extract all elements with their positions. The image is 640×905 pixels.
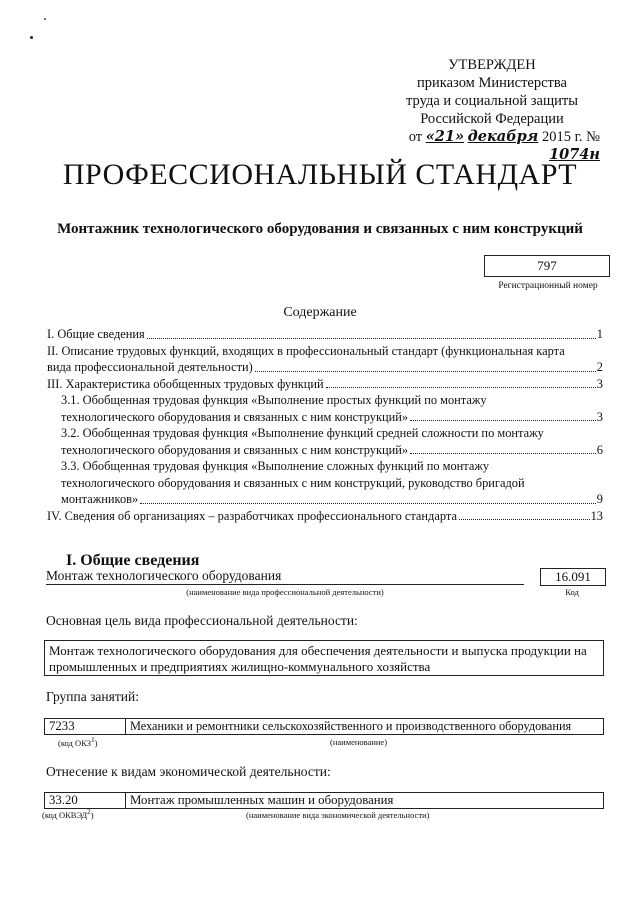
activity-name-field: Монтаж технологического оборудования bbox=[46, 568, 524, 585]
registration-number-label: Регистрационный номер bbox=[498, 281, 598, 291]
toc-page: 6 bbox=[596, 442, 603, 457]
approval-block bbox=[372, 56, 612, 164]
toc-entry[interactable]: 3.1. Обобщенная трудовая функция «Выполнение простых функций по монтажу технологического оборудования и связанных с ним конструкций» 3 bbox=[61, 393, 603, 424]
activity-name-caption: (наименование вида профессиональной деятельности) bbox=[186, 587, 384, 597]
registration-number-box: 797 bbox=[484, 255, 610, 277]
document-title: ПРОФЕССИОНАЛЬНЫЙ СТАНДАРТ bbox=[62, 158, 578, 191]
toc-entry[interactable]: III. Характеристика обобщенных трудовых функций 3 bbox=[47, 376, 603, 391]
okved-name: Монтаж промышленных машин и оборудования bbox=[126, 793, 604, 809]
scan-speck bbox=[44, 18, 46, 20]
okved-code: 33.20 bbox=[45, 793, 126, 809]
toc-page: 3 bbox=[596, 376, 603, 391]
okz-name: Механики и ремонтники сельскохозяйственного и производственного оборудования bbox=[126, 719, 604, 735]
occupation-group-label: Группа занятий: bbox=[46, 689, 139, 704]
toc-page: 3 bbox=[596, 409, 603, 424]
okz-code: 7233 bbox=[45, 719, 126, 735]
approval-line: труда и социальной защиты bbox=[406, 93, 578, 109]
toc-page: 9 bbox=[596, 492, 603, 506]
economic-activity-label: Отнесение к видам экономической деятельности: bbox=[46, 764, 331, 779]
scan-speck bbox=[30, 36, 33, 39]
okved-name-caption: (наименование вида экономической деятельности) bbox=[246, 810, 430, 820]
okz-name-caption: (наименование) bbox=[330, 737, 388, 747]
order-number: 1074н bbox=[549, 146, 600, 163]
toc-page: 1 bbox=[596, 327, 603, 341]
approval-title: УТВЕРЖДЕН bbox=[448, 57, 536, 73]
toc-heading: Содержание bbox=[283, 305, 357, 320]
toc-page: 13 bbox=[590, 508, 603, 523]
toc-entry[interactable]: 3.3. Обобщенная трудовая функция «Выполнение сложных функций по монтажу технологического оборудования и связанных с ним конструкций, руководство бригадой монтажников» 9 bbox=[61, 459, 603, 506]
okved-code-caption: (код ОКВЭД$^2$) bbox=[42, 808, 94, 820]
order-date-line: от «21» декабря 2015 г. № 1074н bbox=[408, 128, 600, 163]
okz-table bbox=[44, 718, 604, 735]
approval-line: приказом Министерства bbox=[417, 75, 567, 91]
order-day: «21» bbox=[425, 128, 465, 145]
toc-entry[interactable]: II. Описание трудовых функций, входящих в профессиональный стандарт (функциональная карта вида профессиональной деятельности) 2 bbox=[47, 343, 603, 374]
toc-entry[interactable]: IV. Сведения об организациях – разработчиках профессионального стандарта 13 bbox=[47, 508, 603, 523]
toc-entry[interactable]: I. Общие сведения 1 bbox=[47, 327, 603, 341]
order-month: декабря bbox=[467, 128, 539, 145]
standard-name: Монтажник технологического оборудования и связанных с ним конструкций bbox=[57, 221, 583, 237]
table-of-contents bbox=[47, 326, 603, 524]
toc-entry[interactable]: 3.2. Обобщенная трудовая функция «Выполнение функций средней сложности по монтажу технологического оборудования и связанных с ним конструкций» 6 bbox=[61, 426, 603, 457]
okved-table bbox=[44, 792, 604, 809]
approval-line: Российской Федерации bbox=[420, 111, 564, 127]
okz-code-caption: (код ОКЗ$^1$) bbox=[58, 736, 98, 748]
order-year: 2015 г. № bbox=[541, 129, 600, 145]
code-caption: Код bbox=[565, 587, 579, 597]
purpose-label: Основная цель вида профессиональной деятельности: bbox=[46, 613, 358, 628]
activity-code-box: 16.091 bbox=[540, 568, 606, 586]
toc-page: 2 bbox=[596, 360, 603, 374]
purpose-box: Монтаж технологического оборудования для обеспечения деятельности и выпуска продукции на промышленных и предприятиях жилищно-коммунального хозяйства bbox=[44, 640, 604, 676]
section-title: I. Общие сведения bbox=[66, 552, 200, 569]
